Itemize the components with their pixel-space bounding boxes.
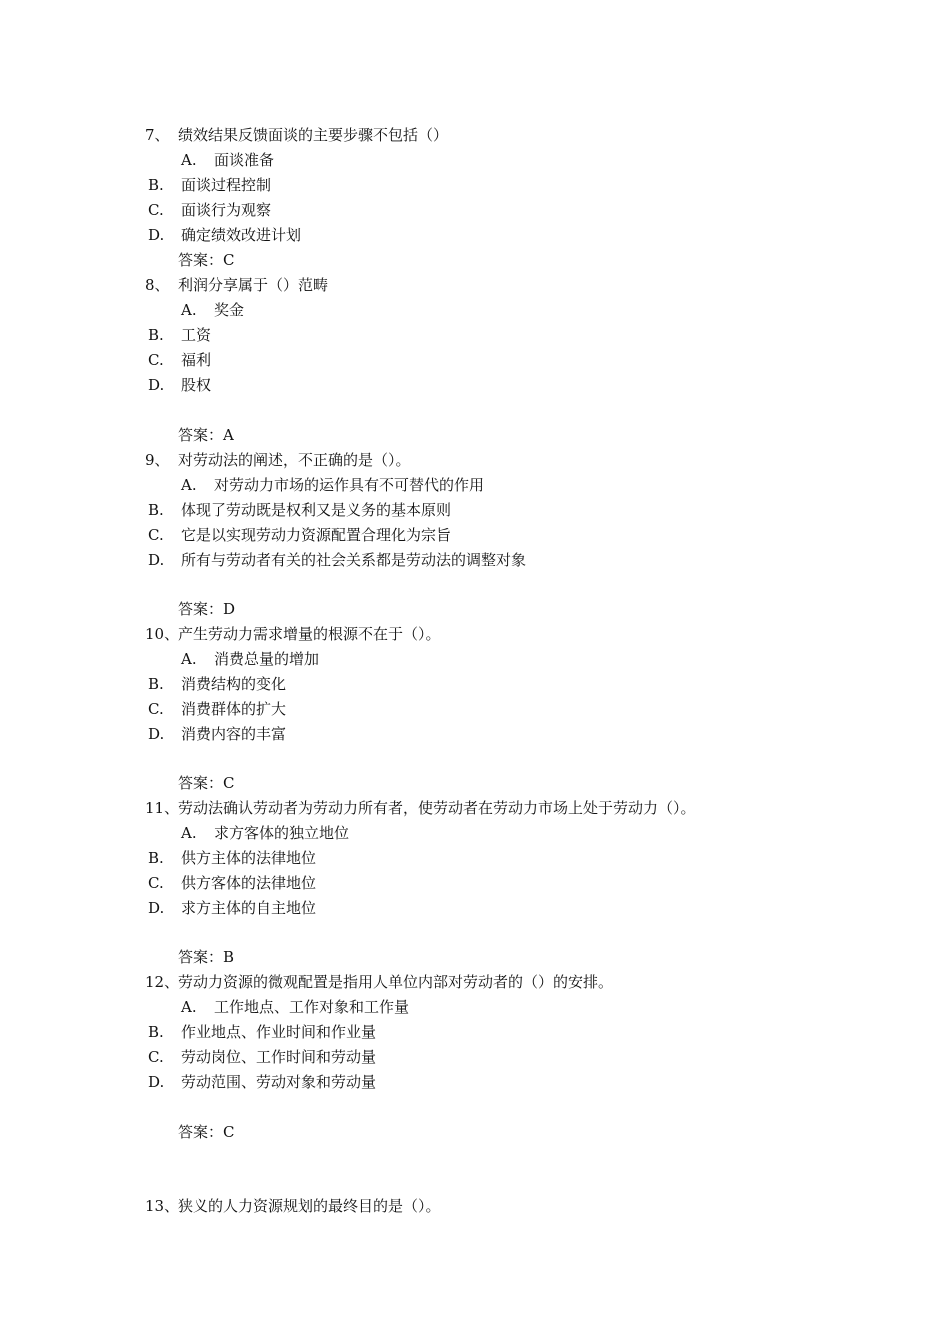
option-text: 所有与劳动者有关的社会关系都是劳动法的调整对象 [181,551,527,569]
option-text: 对劳动力市场的运作具有不可替代的作用 [214,476,485,494]
question-text: 绩效结果反馈面谈的主要步骤不包括（） [178,126,449,144]
option-letter: A. [181,650,197,668]
option-text: 它是以实现劳动力资源配置合理化为宗旨 [181,526,452,544]
option-text: 求方客体的独立地位 [214,824,350,842]
option-letter: A. [181,476,197,494]
option-text: 求方主体的自主地位 [181,899,317,917]
option-text: 面谈准备 [214,151,275,169]
option-letter: B. [148,501,164,519]
option-letter: C. [148,1048,164,1066]
option-letter: C. [148,874,164,892]
option-letter: D. [148,376,165,394]
question-text: 劳动力资源的微观配置是指用人单位内部对劳动者的（）的安排。 [178,973,614,991]
question-number: 7、 [145,126,170,144]
option-text: 面谈行为观察 [181,201,272,219]
option-text: 作业地点、作业时间和作业量 [181,1023,377,1041]
option-letter: D. [148,725,165,743]
option-letter: D. [148,551,165,569]
option-text: 股权 [181,376,212,394]
option-letter: B. [148,176,164,194]
option-letter: D. [148,1073,165,1091]
option-letter: C. [148,700,164,718]
option-text: 劳动岗位、工作时间和劳动量 [181,1048,377,1066]
option-text: 消费总量的增加 [214,650,320,668]
question-number: 13、 [145,1197,180,1215]
option-letter: B. [148,1023,164,1041]
option-text: 面谈过程控制 [181,176,272,194]
question-text: 利润分享属于（）范畴 [178,276,329,294]
option-text: 消费结构的变化 [181,675,287,693]
answer-text: 答案：D [178,600,236,618]
option-text: 工资 [181,326,212,344]
question-number: 8、 [145,276,170,294]
option-text: 福利 [181,351,212,369]
answer-text: 答案：A [178,426,234,444]
option-text: 体现了劳动既是权利又是义务的基本原则 [181,501,452,519]
answer-text: 答案：B [178,948,235,966]
option-letter: A. [181,301,197,319]
option-text: 奖金 [214,301,245,319]
option-text: 确定绩效改进计划 [181,226,302,244]
answer-text: 答案：C [178,774,235,792]
option-text: 供方主体的法律地位 [181,849,317,867]
option-letter: A. [181,998,197,1016]
option-text: 消费内容的丰富 [181,725,287,743]
option-letter: B. [148,326,164,344]
option-letter: C. [148,201,164,219]
question-text: 产生劳动力需求增量的根源不在于（）。 [178,625,441,643]
question-text: 劳动法确认劳动者为劳动力所有者，使劳动者在劳动力市场上处于劳动力（）。 [178,799,696,817]
question-number: 11、 [145,799,180,817]
option-letter: A. [181,151,197,169]
option-letter: D. [148,226,165,244]
question-number: 9、 [145,451,170,469]
option-letter: C. [148,351,164,369]
answer-text: 答案：C [178,251,235,269]
option-text: 消费群体的扩大 [181,700,287,718]
option-letter: C. [148,526,164,544]
answer-text: 答案：C [178,1123,235,1141]
option-letter: B. [148,849,164,867]
option-text: 劳动范围、劳动对象和劳动量 [181,1073,377,1091]
question-number: 12、 [145,973,180,991]
option-letter: B. [148,675,164,693]
option-text: 供方客体的法律地位 [181,874,317,892]
option-letter: A. [181,824,197,842]
question-number: 10、 [145,625,180,643]
question-text: 对劳动法的阐述，不正确的是（）。 [178,451,411,469]
question-text: 狭义的人力资源规划的最终目的是（）。 [178,1197,441,1215]
option-text: 工作地点、工作对象和工作量 [214,998,410,1016]
option-letter: D. [148,899,165,917]
